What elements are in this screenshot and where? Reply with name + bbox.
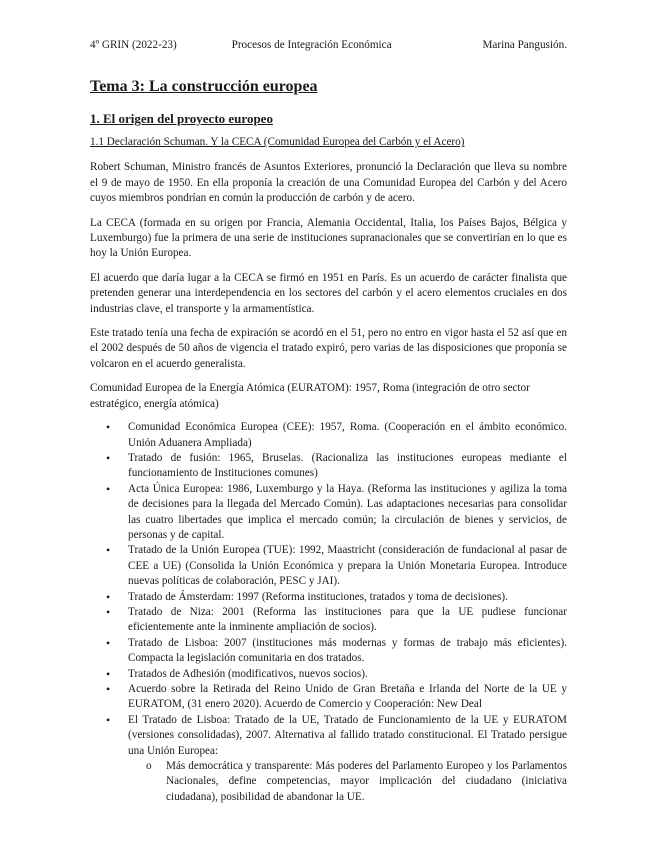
document-title: Tema 3: La construcción europea: [90, 78, 318, 96]
treaty-list: [90, 420, 567, 805]
list-item: • Tratado de Niza: 2001 (Reforma las instituciones para que la UE pudiese funcionar eficientemente ante la inminente ampliación de socios).: [128, 605, 567, 636]
sub-list: [128, 759, 567, 805]
list-item: • Tratado de la Unión Europea (TUE): 1992, Maastricht (consideración de fundacional al pasar de CEE a UE) (Consolida la Unión Económica y prepara la Unión Monetaria Europea. Introduce nuevas políticas de colaboración, PESC y JAI).: [128, 543, 567, 589]
list-item: • Comunidad Económica Europea (CEE): 1957, Roma. (Cooperación en el ámbito económico. Unión Aduanera Ampliada): [128, 420, 567, 451]
page-header: [90, 38, 567, 53]
list-item: [128, 713, 567, 805]
subsection-heading: 1.1 Declaración Schuman. Y la CECA (Comunidad Europea del Carbón y el Acero): [90, 136, 465, 149]
list-item: • Tratado de Lisboa: 2007 (instituciones más modernas y formas de trabajo más eficientes). Compacta la legislación comunitaria en dos tratados.: [128, 636, 567, 667]
list-item: • Tratados de Adhesión (modificativos, nuevos socios).: [128, 667, 567, 682]
list-item: • Tratado de fusión: 1965, Bruselas. (Racionaliza las instituciones europeas mediante el funcionamiento de Instituciones comunes): [128, 451, 567, 482]
paragraph: Robert Schuman, Ministro francés de Asuntos Exteriores, pronunció la Declaración que lleva su nombre el 9 de mayo de 1950. En ella proponía la creación de una Comunidad Europea del Carbón y del Acero cuyos miembros pondrían en común la producción de carbón y de acero.: [90, 161, 567, 205]
header-course: 4º GRIN (2022-23): [90, 39, 177, 51]
header-author: Marina Pangusión.: [482, 39, 567, 51]
list-item: • Acuerdo sobre la Retirada del Reino Unido de Gran Bretaña e Irlanda del Norte de la UE y EURATOM, (31 enero 2020). Acuerdo de Comercio y Cooperación: New Deal: [128, 682, 567, 713]
sub-list-item: o Más democrática y transparente: Más poderes del Parlamento Europeo y los Parlamentos Nacionales, define competencias, mayor implicación del ciudadano (iniciativa ciudadana), posibilidad de abandonar la UE.: [166, 759, 567, 805]
section-heading: 1. El origen del proyecto europeo: [90, 111, 273, 127]
list-item: • Tratado de Ámsterdam: 1997 (Reforma instituciones, tratados y toma de decisiones).: [128, 590, 567, 605]
paragraph: Comunidad Europea de la Energía Atómica (EURATOM): 1957, Roma (integración de otro sector estratégico, energía atómica): [90, 382, 530, 410]
paragraph: El acuerdo que daría lugar a la CECA se firmó en 1951 en París. Es un acuerdo de carácter finalista que pretenden generar una interdependencia en los sectores del carbón y el acero elementos cruciales en dos industrias clave, el transporte y la armamentística.: [90, 271, 567, 315]
list-item-text: El Tratado de Lisboa: Tratado de la UE, Tratado de Funcionamiento de la UE y EURATOM (versiones consolidadas), 2007. Alternativa al fallido tratado constitucional. El Tratado persigue una Unión Europea:: [128, 713, 567, 757]
list-item: • Acta Única Europea: 1986, Luxemburgo y la Haya. (Reforma las instituciones y agiliza la toma de decisiones para la llegada del Mercado Común). Las adaptaciones necesarias para consolidar las cuatro libertades que implica el mercado común; la circulación de bienes y servicios, de personas y de capital.: [128, 482, 567, 544]
paragraph: La CECA (formada en su origen por Francia, Alemania Occidental, Italia, los Países Bajos, Bélgica y Luxemburgo) fue la primera de una serie de instituciones supranacionales que se convertirían en lo que es hoy la Unión Europea.: [90, 216, 567, 260]
header-subject: Procesos de Integración Económica: [231, 39, 392, 51]
paragraph: Este tratado tenía una fecha de expiración se acordó en el 51, pero no entro en vigor hasta el 52 así que en el 2002 después de 50 años de vigencia el tratado expiró, pero varias de las disposiciones que proponía se volcaron en el acuerdo generalista.: [90, 327, 567, 370]
